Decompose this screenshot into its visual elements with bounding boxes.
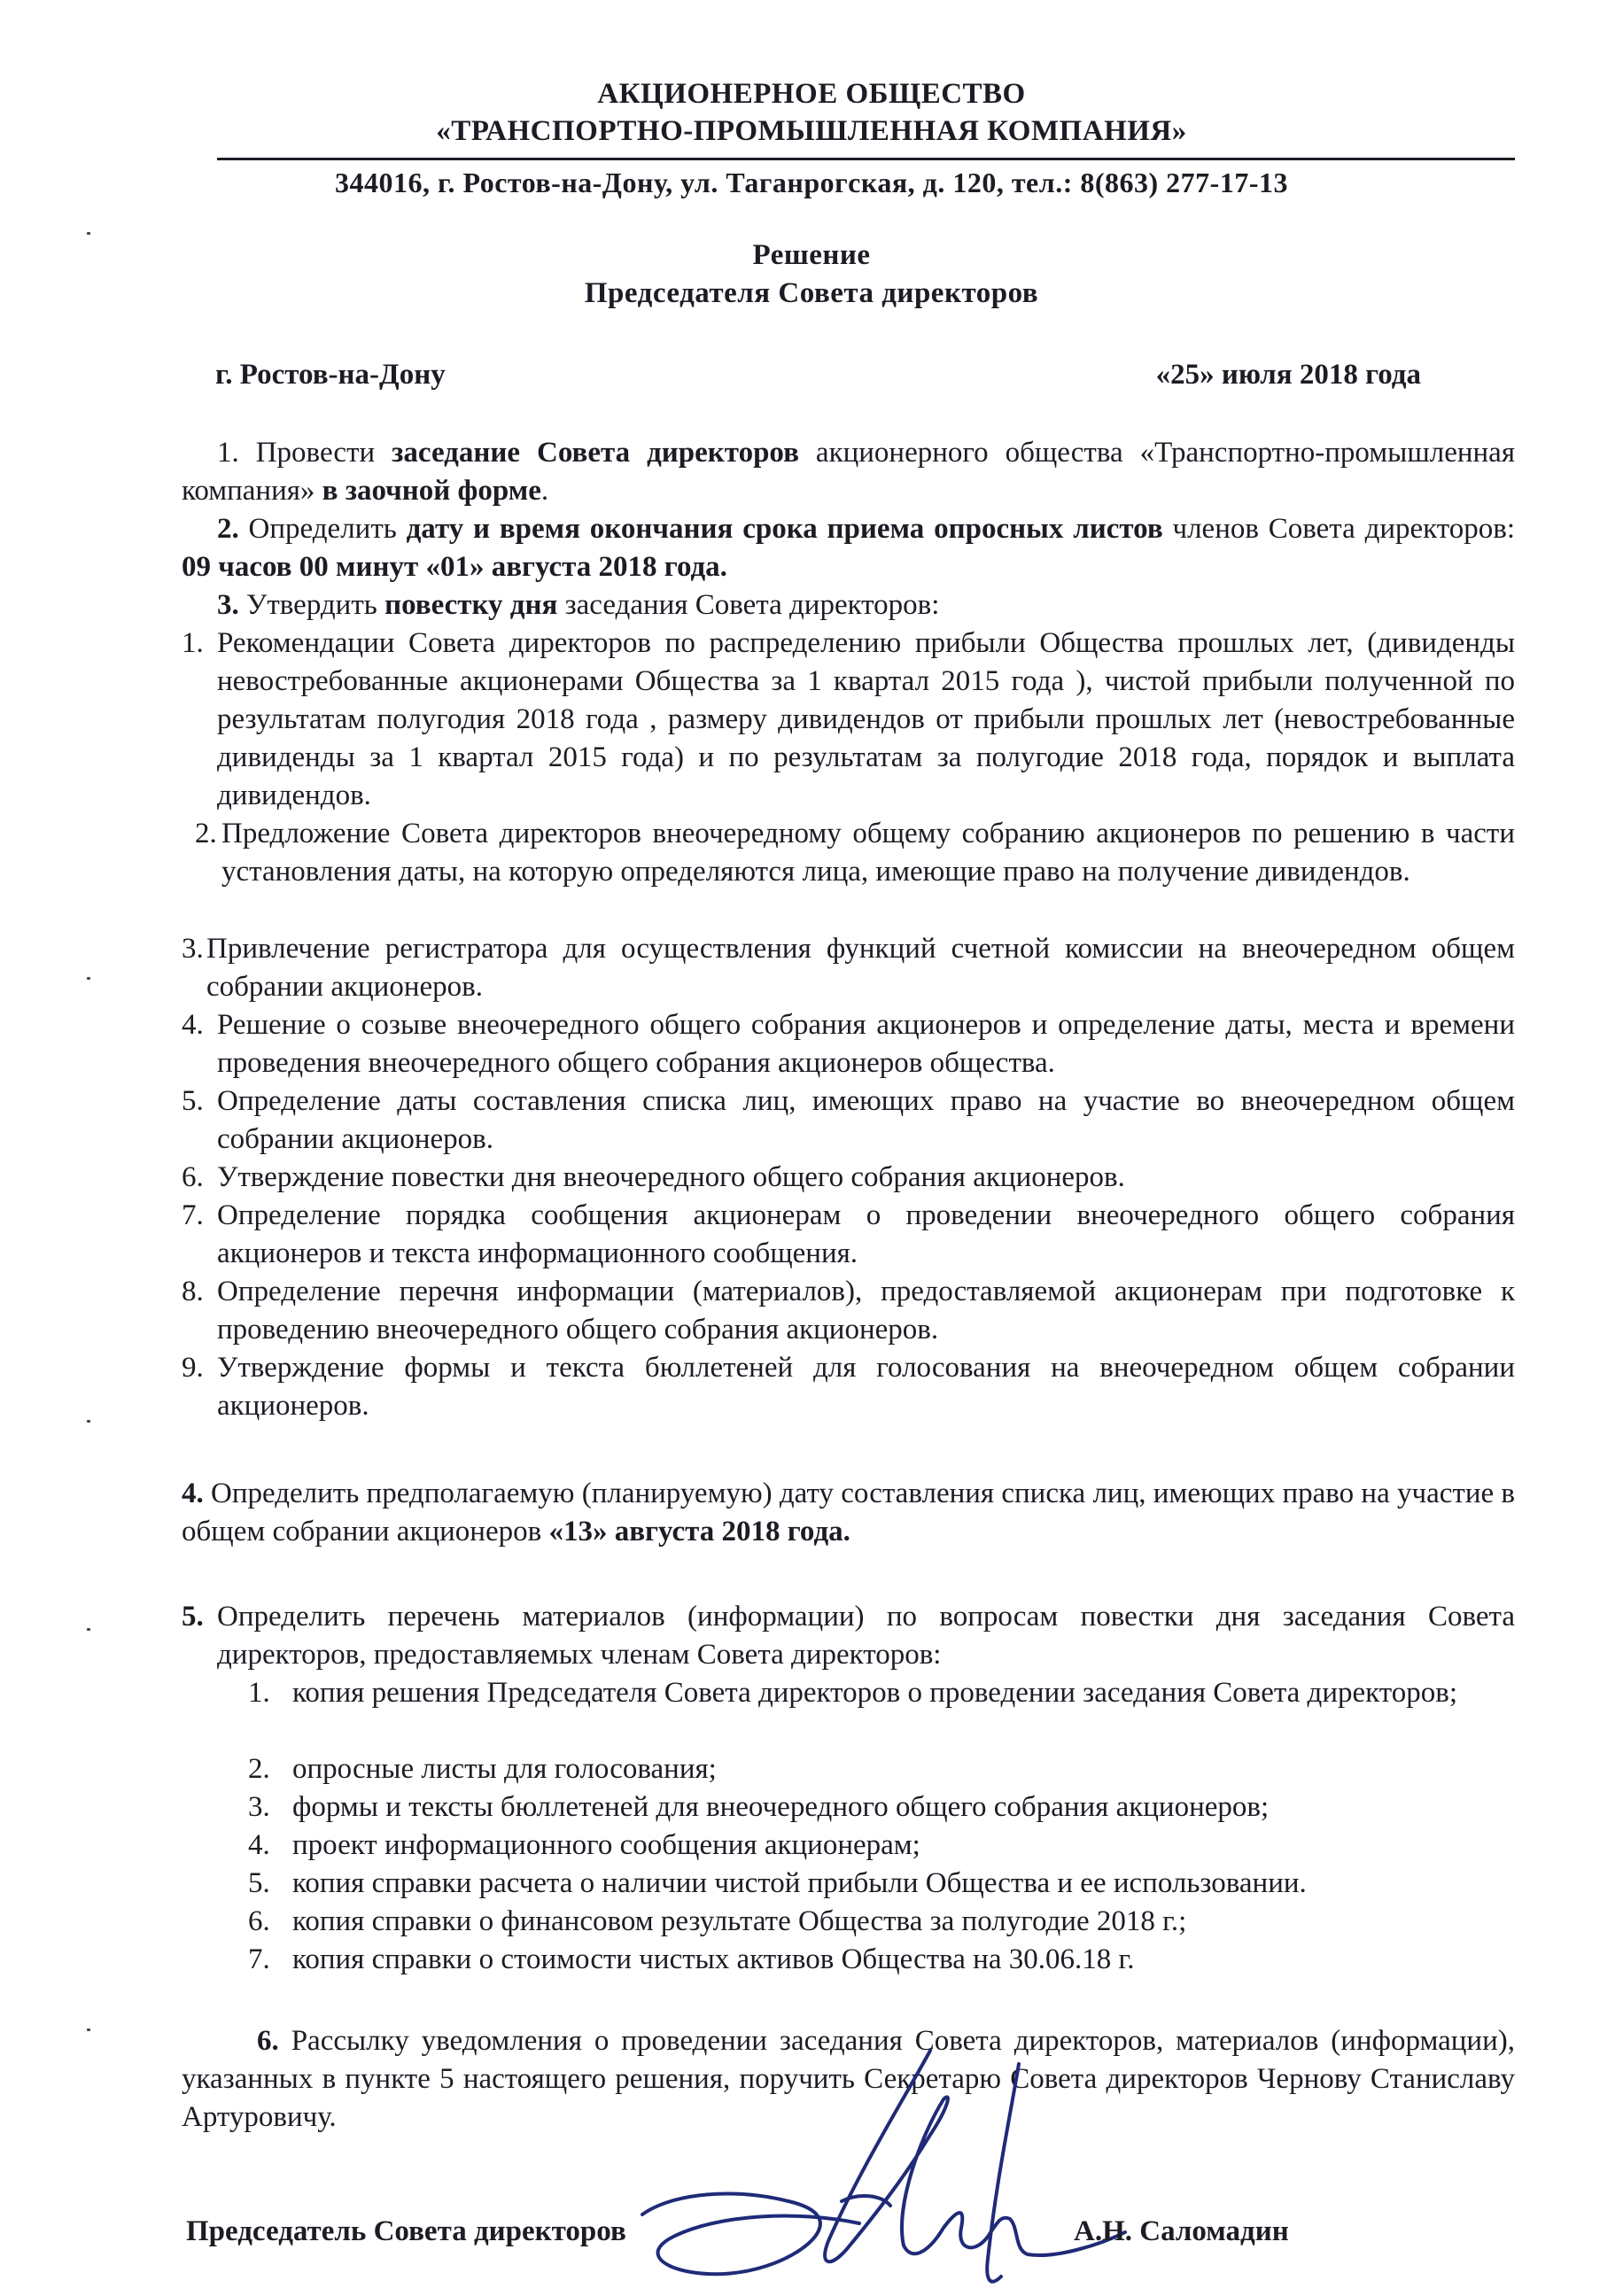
paragraph-6: 6. Рассылку уведомления о проведении заседания Совета директоров, материалов (информации), указанных в пункте 5 настоящего решения, поручить Секретарю Совета директоров Чернову Станиславу Артуровичу. xyxy=(182,2025,1515,2133)
paragraph-2: 2. Определить дату и время окончания срока приема опросных листов членов Совета директоров: 09 часов 00 минут «01» августа 2018 года. xyxy=(182,513,1515,583)
agenda-item: 5. Определение даты составления списка лиц, имеющих право на участие во внеочередном общем собрании акционеров. xyxy=(182,1085,1515,1155)
materials-item: 6. копия справки о финансовом результате Общества за полугодие 2018 г.; xyxy=(248,1905,1187,1937)
doc-place: г. Ростов-на-Дону xyxy=(215,359,446,391)
scan-speck xyxy=(87,977,90,980)
scan-speck xyxy=(87,1420,90,1423)
doc-date: «25» июля 2018 года xyxy=(1155,359,1421,391)
agenda-item: 8. Определение перечня информации (материалов), предоставляемой акционерам при подготовке к проведению внеочередного общего собрания акционеров. xyxy=(182,1276,1515,1346)
doc-subtitle: Председателя Совета директоров xyxy=(584,277,1039,309)
paragraph-4-number: 4. xyxy=(182,1478,204,1509)
paragraph-3-number: 3. xyxy=(217,589,239,621)
agenda-item: 2. Предложение Совета директоров внеочередному общему собранию акционеров по решению в части установления даты, на которую определяются лица, имеющие право на получение дивидендов. xyxy=(195,818,1515,888)
materials-item: 1. копия решения Председателя Совета директоров о проведении заседания Совета директоров; xyxy=(248,1677,1457,1709)
materials-item: 5. копия справки расчета о наличии чистой прибыли Общества и ее использовании. xyxy=(248,1867,1307,1899)
handwritten-signature xyxy=(638,2037,1134,2294)
scan-speck xyxy=(87,2028,90,2031)
paragraph-2-number: 2. xyxy=(217,513,239,545)
scan-speck xyxy=(87,1628,90,1631)
paragraph-5: 5. Определить перечень материалов (информации) по вопросам повестки дня заседания Совета директоров, предоставляемых членам Совета директоров: xyxy=(182,1598,1515,1674)
signatory-name: А.Н. Саломадин xyxy=(1074,2215,1289,2247)
org-name-line1: АКЦИОНЕРНОЕ ОБЩЕСТВО xyxy=(597,78,1026,110)
agenda-item: 3. Привлечение регистратора для осуществления функций счетной комиссии на внеочередном общем собрании акционеров. xyxy=(182,933,1515,1003)
paragraph-4: 4. Определить предполагаемую (планируемую) дату составления списка лиц, имеющих право на участие в общем собрании акционеров «13» августа 2018 года. xyxy=(182,1478,1515,1547)
materials-item: 3. формы и тексты бюллетеней для внеочередного общего собрания акционеров; xyxy=(248,1791,1270,1823)
agenda-item: 7. Определение порядка сообщения акционерам о проведении внеочередного общего собрания акционеров и текста информационного сообщения. xyxy=(182,1199,1515,1269)
paragraph-3: 3. Утвердить повестку дня заседания Совета директоров: xyxy=(217,589,940,621)
org-name-line2: «ТРАНСПОРТНО-ПРОМЫШЛЕННАЯ КОМПАНИЯ» xyxy=(436,115,1187,147)
materials-item: 4. проект информационного сообщения акционерам; xyxy=(248,1829,920,1861)
scan-speck xyxy=(87,232,90,235)
agenda-item: 9. Утверждение формы и текста бюллетеней для голосования на внеочередном общем собрании акционеров. xyxy=(182,1352,1515,1422)
materials-item: 7. копия справки о стоимости чистых активов Общества на 30.06.18 г. xyxy=(248,1943,1135,1975)
paragraph-1-number: 1. xyxy=(217,437,239,469)
agenda-item: 6. Утверждение повестки дня внеочередного общего собрания акционеров. xyxy=(182,1161,1125,1193)
signatory-position: Председатель Совета директоров xyxy=(186,2215,626,2247)
agenda-item: 4. Решение о созыве внеочередного общего собрания акционеров и определение даты, места и времени проведения внеочередного общего собрания акционеров общества. xyxy=(182,1009,1515,1079)
letterhead-rule xyxy=(217,158,1515,160)
agenda-item: 1. Рекомендации Совета директоров по распределению прибыли Общества прошлых лет, (дивиденды невостребованные акционерами Общества за 1 квартал 2015 года ), чистой прибыли полученной по результатам полугодия 2018 года , размеру дивидендов от прибыли прошлых лет (невостребованные дивиденды за 1 квартал 2015 года) и по результатам за полугодие 2018 года, порядок и выплата дивидендов. xyxy=(182,627,1515,811)
paragraph-6-number: 6. xyxy=(257,2025,279,2057)
paragraph-5-number: 5. xyxy=(182,1601,204,1633)
org-address: 344016, г. Ростов-на-Дону, ул. Таганрогская, д. 120, тел.: 8(863) 277-17-13 xyxy=(335,167,1288,198)
doc-title: Решение xyxy=(752,239,871,271)
materials-item: 2. опросные листы для голосования; xyxy=(248,1753,717,1785)
paragraph-1: 1. Провести заседание Совета директоров акционерного общества «Транспортно-промышленная компания» в заочной форме. xyxy=(182,437,1515,507)
